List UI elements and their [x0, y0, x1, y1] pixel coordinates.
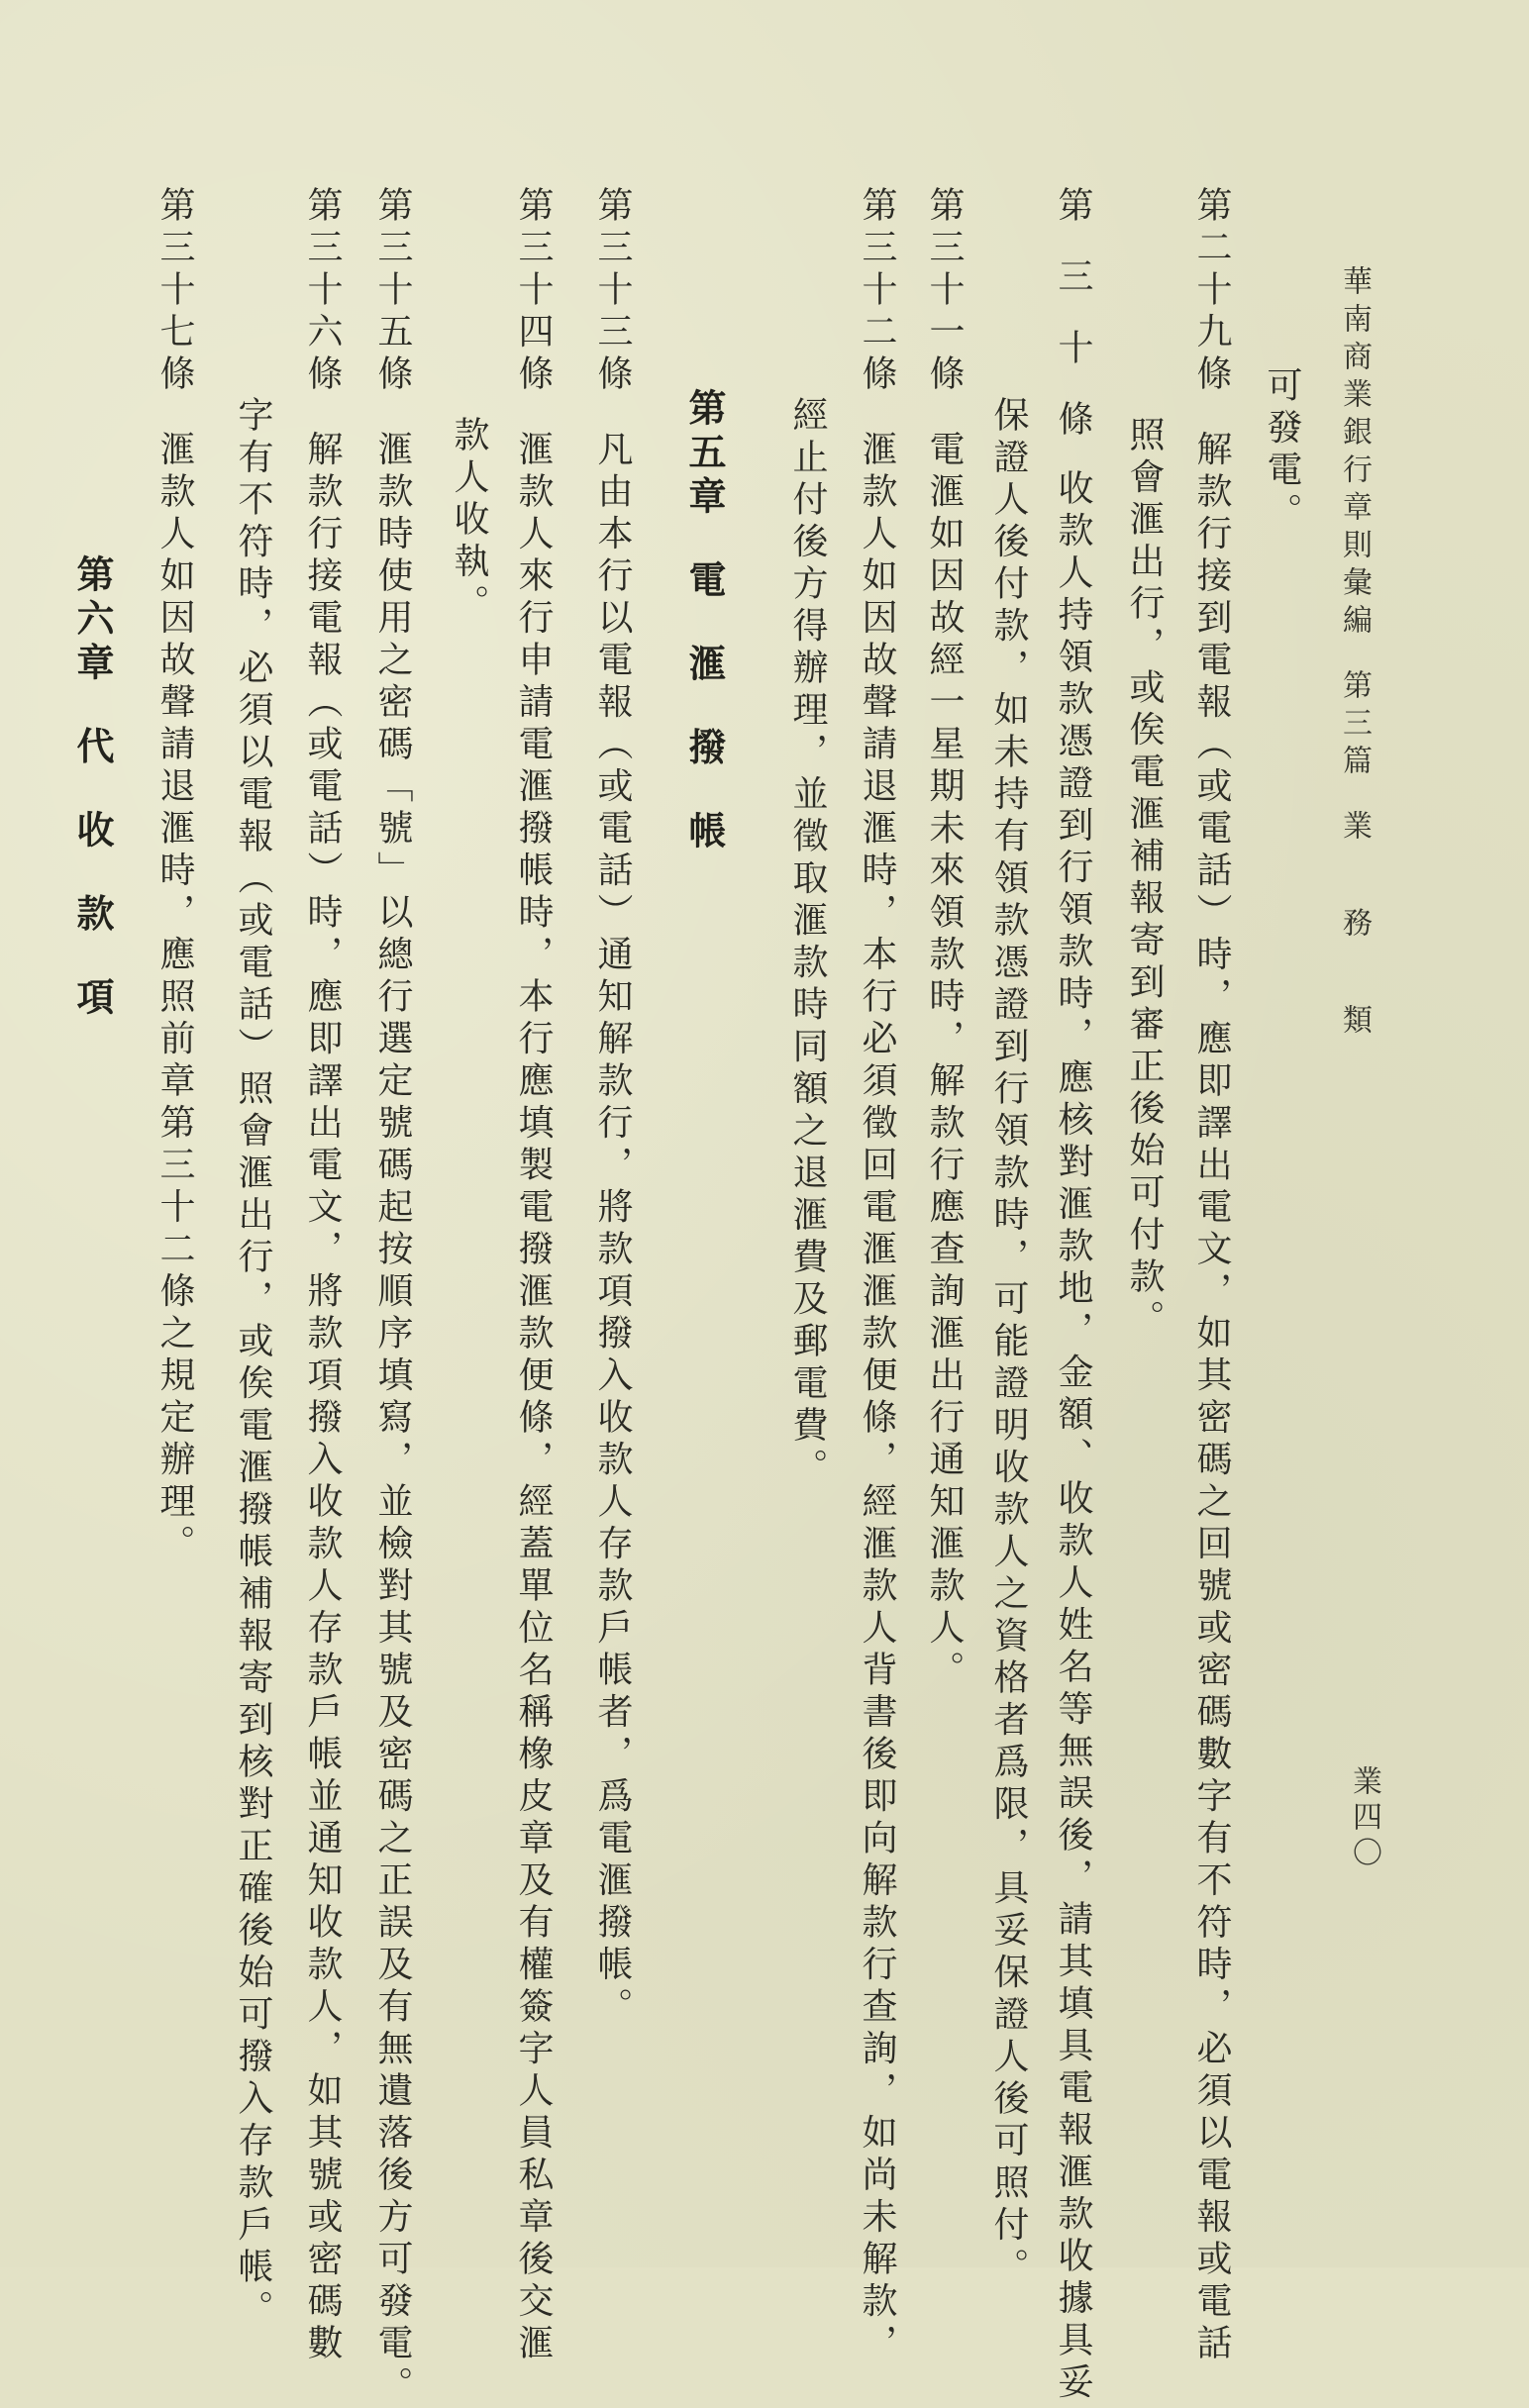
article-label: 第三十六條 [304, 186, 340, 397]
article-label: 第二十九條 [1193, 186, 1229, 397]
article-text: 解款行接到電報（或電話）時，應即譯出電文，如其密碼之回號或密碼數字有不符時，必須以電報或電話 [1191, 431, 1232, 2366]
chapter-6-heading [73, 554, 111, 1022]
chapter-title-char: 滙 [682, 644, 727, 688]
article-29-cont: 照會滙出行，或俟電滙補報寄到審正後始可付款。 [1126, 416, 1162, 1342]
article-label: 第三十七條 [156, 186, 192, 397]
article-33 [594, 186, 630, 2030]
chapter-title-char: 電 [682, 560, 727, 605]
article-text: 收款人持領款憑證到行領款時，應核對滙款地，金額、收款人姓名等無誤後，請其填具電報滙款收據具妥 [1053, 469, 1093, 2405]
article-label: 第三十二條 [859, 186, 894, 397]
article-29 [1193, 186, 1229, 2366]
article-36 [304, 186, 340, 2366]
article-31 [926, 186, 962, 1693]
book-title: 華南商業銀行章則彙編 [1337, 265, 1372, 642]
article-label: 第三十一條 [926, 186, 962, 397]
article-text: 滙款人來行申請電滙撥帳時，本行應填製電撥滙款便條，經蓋單位名稱橡皮章及有權簽字人員私章後交滙 [513, 431, 554, 2366]
article-34-cont: 款人收執。 [451, 416, 486, 627]
chapter-number: 第五章 [682, 388, 727, 521]
chapter-title-char: 收 [70, 810, 115, 854]
article-text: 解款行接電報（或電話）時，應即譯出電文，將款項撥入收款人存款戶帳並通知收款人，如其號或密碼數 [302, 431, 343, 2366]
article-32-cont: 經止付後方得辦理，並徵取滙款時同額之退滙費及郵電費。 [789, 396, 825, 1490]
article-35 [374, 186, 410, 2408]
article-text: 滙款時使用之密碼「號」以總行選定號碼起按順序填寫，並檢對其號及密碼之正誤及有無遺落後方可發電。 [372, 431, 413, 2408]
page-number: 業四〇 [1349, 1765, 1378, 1872]
article-label: 第三十五條 [374, 186, 410, 397]
chapter-title-char: 撥 [682, 728, 727, 772]
article-32 [859, 186, 894, 2366]
category-char: 業 [1337, 810, 1372, 848]
category-char: 類 [1337, 1004, 1372, 1042]
article-text: 滙款人如因故聲請退滙時，應照前章第三十二條之規定辦理。 [154, 431, 195, 1567]
article-36-cont: 字有不符時，必須以電報（或電話）照會滙出行，或俟電滙撥帳補報寄到核對正確後始可撥入存款戶帳。 [235, 396, 270, 2332]
chapter-title-char: 款 [70, 894, 115, 939]
article-text: 凡由本行以電報（或電話）通知解款行，將款項撥入收款人存款戶帳者，爲電滙撥帳。 [592, 431, 633, 2030]
chapter-title-char: 帳 [682, 811, 727, 855]
article-30 [1055, 186, 1090, 2405]
article-34 [515, 186, 551, 2366]
article-text: 電滙如因故經一星期未來領款時，解款行應查詢滙出行通知滙款人。 [924, 431, 965, 1693]
article-label: 第三十四條 [515, 186, 551, 397]
article-label: 第 三 十 條 [1055, 186, 1090, 436]
chapter-title-char: 代 [70, 727, 115, 771]
chapter-title-char: 項 [70, 977, 115, 1022]
chapter-5-heading [685, 388, 723, 855]
article-text: 滙款人如因故聲請退滙時，本行必須徵回電滙滙款便條，經滙款人背書後即向解款行查詢，如尚未解款， [857, 431, 897, 2366]
continuation-text: 可發電。 [1264, 366, 1299, 535]
part-label: 第三篇 [1337, 669, 1372, 782]
article-37 [156, 186, 192, 1566]
article-30-cont: 保證人後付款，如未持有領款憑證到行領款時，可能證明收款人之資格者爲限，具妥保證人後可照付。 [990, 396, 1026, 2290]
category-char: 務 [1337, 907, 1372, 945]
chapter-number: 第六章 [70, 554, 115, 687]
running-header [1339, 265, 1369, 1042]
article-label: 第三十三條 [594, 186, 630, 397]
